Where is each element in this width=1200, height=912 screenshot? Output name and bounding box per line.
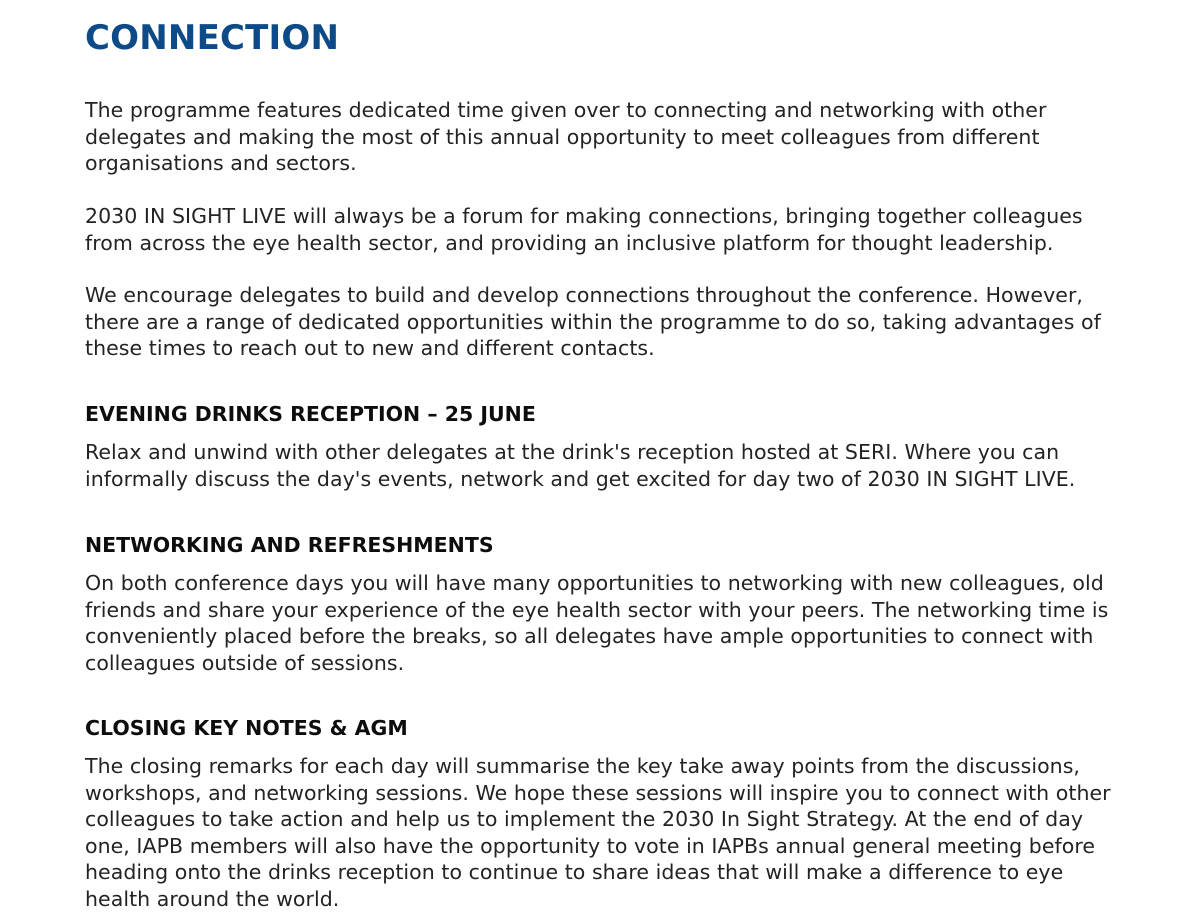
section-body-drinks-reception: Relax and unwind with other delegates at the drink's reception hosted at SERI. Where you can informally discuss the day's events, network and get excited for day two of 2030 IN SIGHT LIVE. (85, 440, 1076, 491)
section-heading-networking: NETWORKING AND REFRESHMENTS (85, 533, 494, 557)
section-heading-drinks-reception: EVENING DRINKS RECEPTION – 25 JUNE (85, 402, 536, 426)
section-body-closing-agm: The closing remarks for each day will summarise the key take away points from the discussions, workshops, and networking sessions. We hope these sessions will inspire you to connect with other colleagues to take action and help us to implement the 2030 In Sight Strategy. At the end of day one, IAPB members will also have the opportunity to vote in IAPBs annual general meeting before heading onto the drinks reception to continue to share ideas that will make a difference to eye health around the world. (85, 754, 1111, 911)
intro-paragraph-2: 2030 IN SIGHT LIVE will always be a forum for making connections, bringing together colleagues from across the eye health sector, and providing an inclusive platform for thought leadership. (85, 204, 1083, 255)
section-heading-closing-agm: CLOSING KEY NOTES & AGM (85, 716, 408, 740)
intro-paragraph-3: We encourage delegates to build and develop connections throughout the conference. However, there are a range of dedicated opportunities within the programme to do so, taking advantages of these times to reach out to new and different contacts. (85, 283, 1101, 360)
intro-paragraph-1: The programme features dedicated time given over to connecting and networking with other delegates and making the most of this annual opportunity to meet colleagues from different organisations and sectors. (85, 98, 1047, 175)
section-body-networking: On both conference days you will have many opportunities to networking with new colleagues, old friends and share your experience of the eye health sector with your peers. The networking time is conveniently placed before the breaks, so all delegates have ample opportunities to connect with colleagues outside of sessions. (85, 571, 1109, 675)
page-title: CONNECTION (85, 18, 340, 58)
